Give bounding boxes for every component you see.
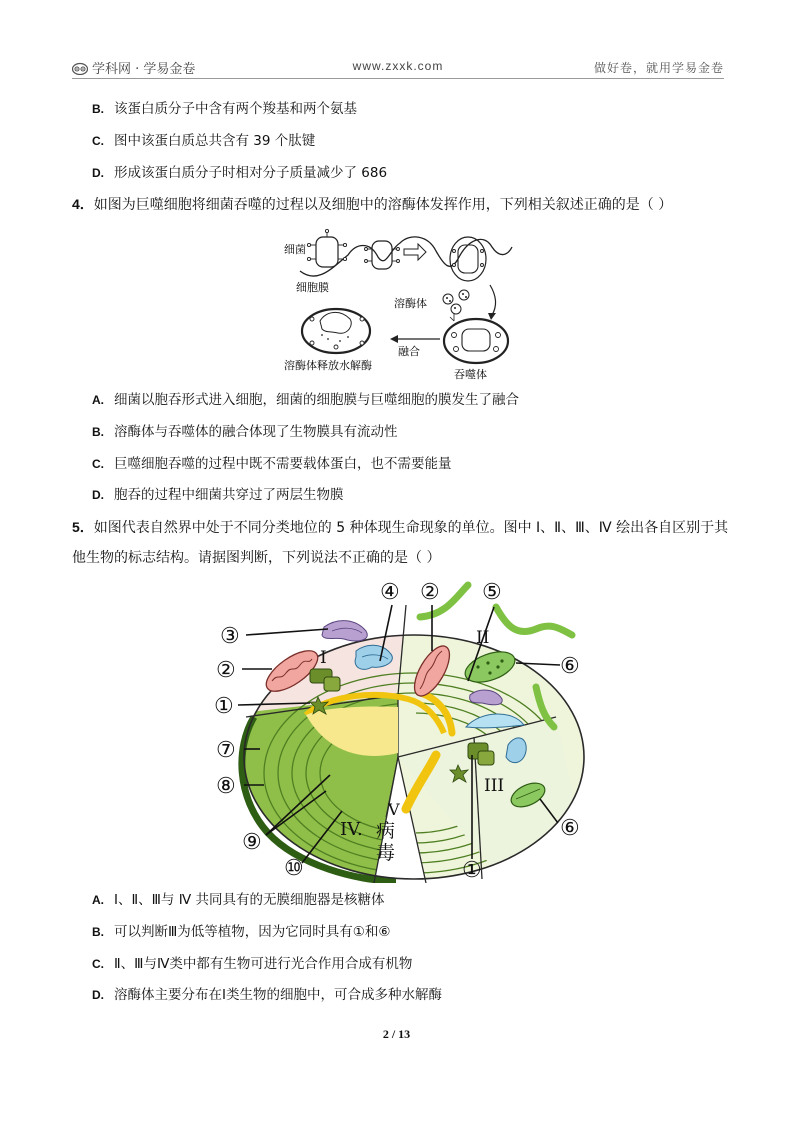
- label-release: 溶酶体释放水解酶: [284, 359, 372, 372]
- label-virus-1: 病: [376, 820, 396, 842]
- label-region-i: I: [320, 648, 327, 668]
- cell-types-diagram: [206, 577, 592, 883]
- label-n2-top: ②: [420, 580, 440, 605]
- label-lysosome: 溶酶体: [394, 297, 427, 310]
- bacterium-shape: [316, 237, 338, 267]
- logo-text: 学科网 · 学易金卷: [92, 62, 196, 77]
- label-region-iv: IV.: [340, 819, 363, 840]
- q5-option-d: D. 溶酶体主要分布在Ⅰ类生物的细胞中，可合成多种水解酶: [92, 987, 442, 1003]
- label-n3: ③: [220, 624, 240, 649]
- label-region-v: V: [388, 800, 400, 819]
- label-phagosome: 吞噬体: [454, 368, 487, 381]
- label-region-iii: III: [484, 776, 505, 796]
- q4-option-a: A. 细菌以胞吞形式进入细胞，细菌的细胞膜与巨噬细胞的膜发生了融合: [92, 392, 519, 408]
- header-slogan: 做好卷，就用学易金卷: [593, 61, 724, 75]
- arrow-1: [404, 244, 426, 260]
- q3-option-d: D. 形成该蛋白质分子时相对分子质量减少了 686: [92, 165, 388, 181]
- q5-option-a: A. Ⅰ、Ⅱ、Ⅲ与 Ⅳ 共同具有的无膜细胞器是核糖体: [92, 892, 385, 908]
- phagosome-shape: [444, 319, 508, 363]
- label-n5: ⑤: [482, 580, 502, 605]
- q5-stem-line2: 他生物的标志结构。请据图判断，下列说法不正确的是（ ）: [72, 550, 441, 566]
- golgi-icon: [322, 621, 367, 641]
- label-n10: ⑩: [284, 856, 304, 881]
- label-n8: ⑧: [216, 774, 236, 799]
- page-number: 2 / 13: [382, 1027, 411, 1041]
- site-url: www.zxxk.com: [352, 59, 444, 73]
- label-region-ii: II: [476, 628, 490, 648]
- label-n7: ⑦: [216, 738, 236, 763]
- label-bacteria: 细菌: [284, 243, 306, 256]
- q4-stem: 4．如图为巨噬细胞将细菌吞噬的过程以及细胞中的溶酶体发挥作用，下列相关叙述正确的是（ ）: [72, 196, 673, 213]
- page-header: [72, 58, 724, 79]
- label-n2-left: ②: [216, 658, 236, 683]
- q3-option-c: C. 图中该蛋白质总共含有 39 个肽键: [92, 133, 316, 149]
- q5-stem-line1: 5．如图代表自然界中处于不同分类地位的 5 种体现生命现象的单位。图中 Ⅰ、Ⅱ、Ⅲ、Ⅳ 绘出各自区别于其: [72, 519, 729, 536]
- q5-option-c: C. Ⅱ、Ⅲ与Ⅳ类中都有生物可进行光合作用合成有机物: [92, 956, 413, 972]
- q5-option-b: B. 可以判断Ⅲ为低等植物，因为它同时具有①和⑥: [92, 924, 391, 940]
- q3-option-b: B. 该蛋白质分子中含有两个羧基和两个氨基: [92, 101, 357, 117]
- q4-option-d: D. 胞吞的过程中细菌共穿过了两层生物膜: [92, 487, 344, 503]
- q4-option-b: B. 溶酶体与吞噬体的融合体现了生物膜具有流动性: [92, 424, 398, 440]
- label-n1-left: ①: [214, 694, 234, 719]
- label-cell-membrane: 细胞膜: [296, 281, 329, 294]
- label-virus-2: 毒: [376, 842, 396, 864]
- phagocytosis-diagram: [278, 225, 518, 383]
- label-n9: ⑨: [242, 830, 262, 855]
- label-fusion: 融合: [398, 345, 420, 358]
- label-n4: ④: [380, 580, 400, 605]
- label-n1-bottom: ①: [462, 858, 482, 883]
- q4-option-c: C. 巨噬细胞吞噬的过程中既不需要载体蛋白，也不需要能量: [92, 456, 452, 472]
- label-n6-top: ⑥: [560, 654, 580, 679]
- label-n6-bottom: ⑥: [560, 816, 580, 841]
